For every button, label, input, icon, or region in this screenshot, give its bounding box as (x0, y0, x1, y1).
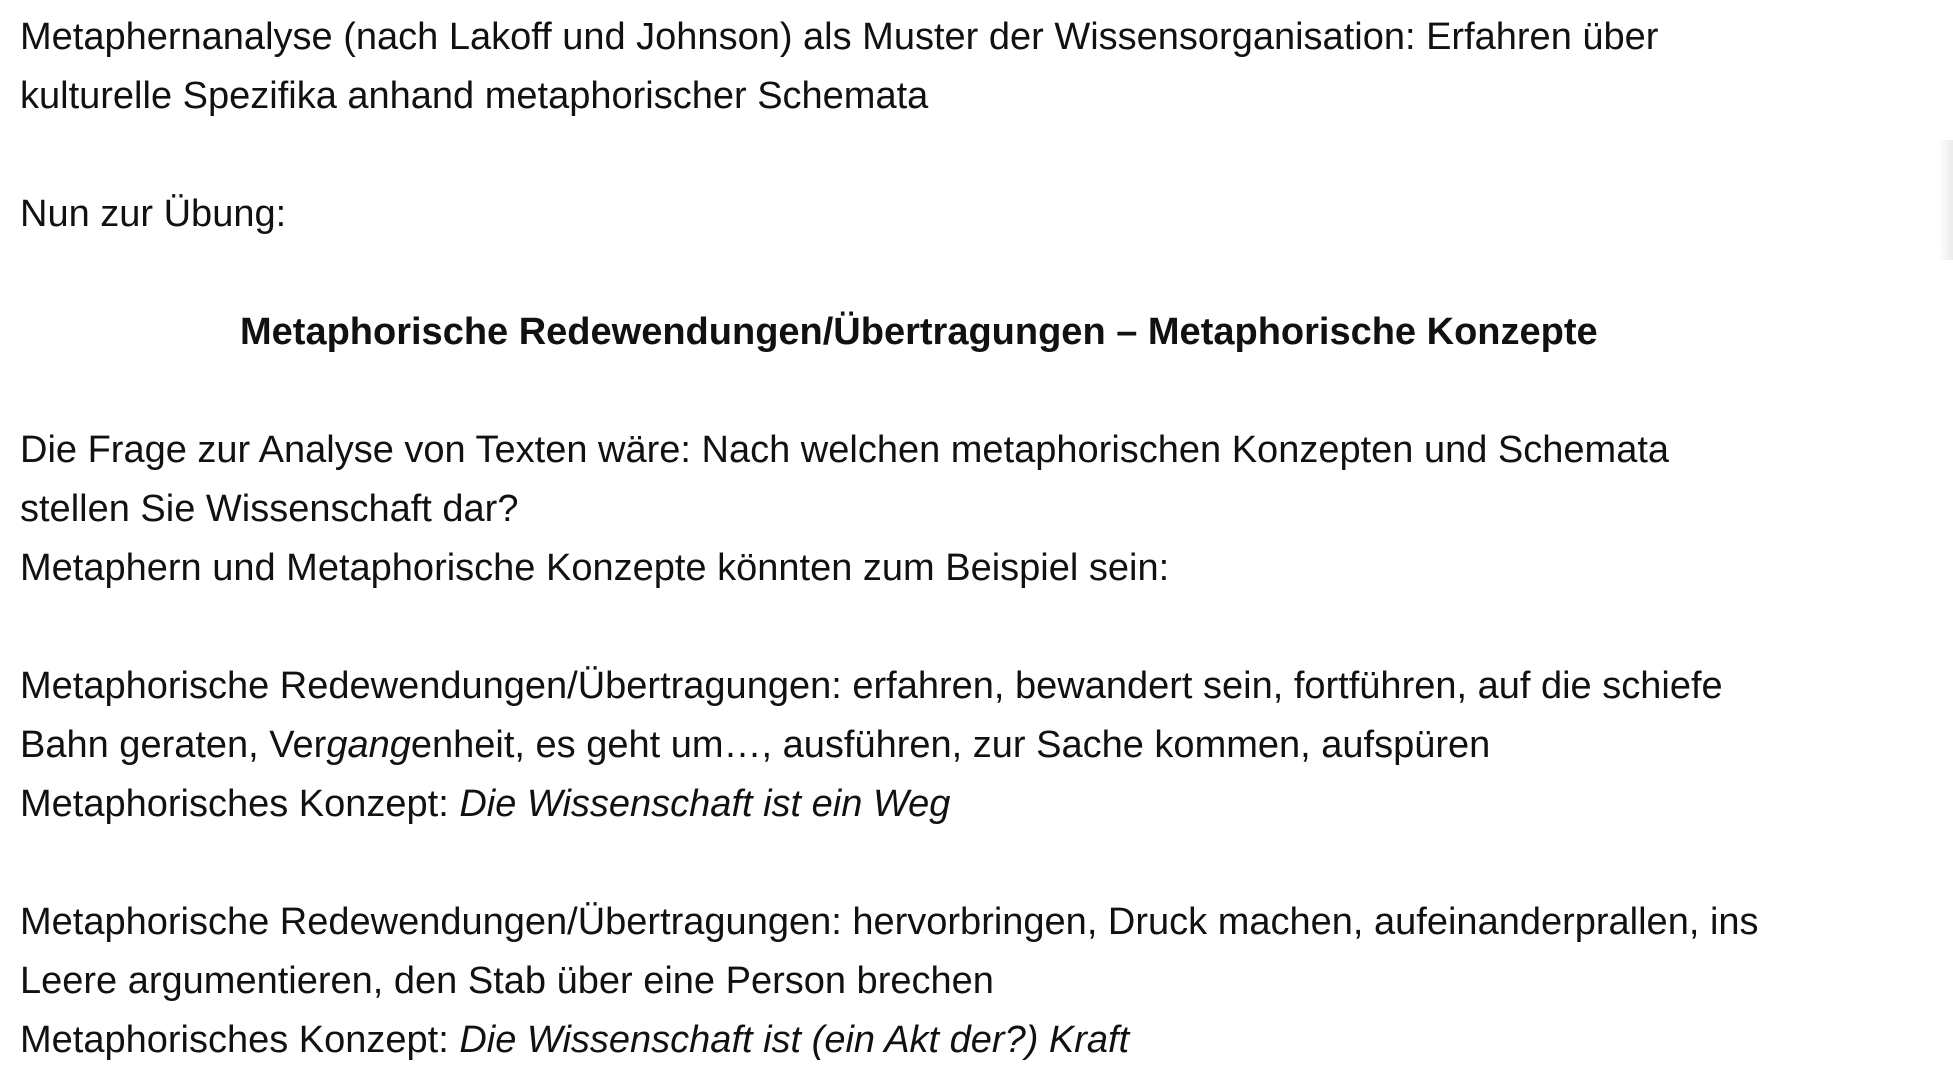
question-line-2: stellen Sie Wissenschaft dar? (20, 488, 519, 530)
spacer (20, 362, 1935, 421)
spacer (20, 598, 1935, 657)
document-body (20, 8, 1935, 1070)
exercise-label: Nun zur Übung: (20, 193, 287, 235)
example1-concept (20, 775, 1935, 834)
example2-concept-label: Metaphorisches Konzept: (20, 1019, 460, 1061)
spacer (20, 126, 1935, 185)
section-heading: Metaphorische Redewendungen/Übertragungen – Metaphorische Konzepte (240, 311, 1598, 353)
intro-line-2: kulturelle Spezifika anhand metaphorischer Schemata (20, 75, 929, 117)
example1-concept-value: Die Wissenschaft ist ein Weg (459, 783, 951, 825)
question-line-3: Metaphern und Metaphorische Konzepte könnten zum Beispiel sein: (20, 547, 1170, 589)
question-line-1: Die Frage zur Analyse von Texten wäre: Nach welchen metaphorischen Konzepten und Schemata (20, 429, 1670, 471)
example2-line-1: Metaphorische Redewendungen/Übertragungen: hervorbringen, Druck machen, aufeinanderprallen, ins (20, 901, 1759, 943)
example2-concept (20, 1011, 1935, 1070)
example1-line-1: Metaphorische Redewendungen/Übertragungen: erfahren, bewandert sein, fortführen, auf die schiefe (20, 665, 1723, 707)
example1-line-2-italic: gang (326, 724, 411, 766)
spacer (20, 244, 1935, 303)
example1-line-2 (20, 716, 1935, 775)
intro-line-1: Metaphernanalyse (nach Lakoff und Johnson) als Muster der Wissensorganisation: Erfahren über (20, 16, 1659, 58)
example1-concept-label: Metaphorisches Konzept: (20, 783, 460, 825)
spacer (20, 834, 1935, 893)
example2-concept-value: Die Wissenschaft ist (ein Akt der?) Kraft (459, 1019, 1130, 1061)
example2-line-2: Leere argumentieren, den Stab über eine Person brechen (20, 960, 994, 1002)
example1-line-2-start: Bahn geraten, Ver (20, 724, 327, 766)
example1-line-2-end: enheit, es geht um…, ausführen, zur Sache kommen, aufspüren (410, 724, 1491, 766)
page-edge-shadow (1939, 140, 1953, 260)
